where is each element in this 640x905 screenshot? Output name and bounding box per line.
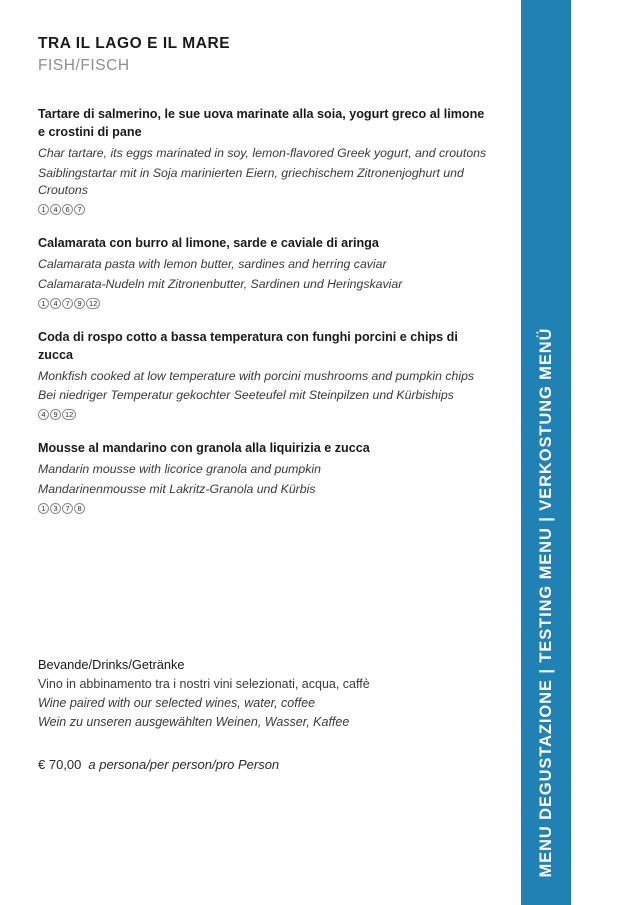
drinks-title: Bevande/Drinks/Getränke <box>38 657 185 672</box>
menu-header <box>38 34 230 76</box>
dish-name: Mousse al mandarino con granola alla liquirizia e zucca <box>38 441 370 456</box>
allergen-badge: 4 <box>50 204 61 215</box>
allergen-list <box>38 503 488 514</box>
allergen-badge: 12 <box>86 298 100 309</box>
dish-description-en: Monkfish cooked at low temperature with porcini mushrooms and pumpkin chips <box>38 368 475 383</box>
course-subtitle: FISH/FISCH <box>38 56 130 74</box>
dish-description-en: Char tartare, its eggs marinated in soy, lemon-flavored Greek yogurt, and croutons <box>38 145 487 160</box>
allergen-badge: 12 <box>62 409 76 420</box>
allergen-badge: 1 <box>38 298 49 309</box>
allergen-list <box>38 409 488 420</box>
dish-item <box>38 235 488 309</box>
dish-name: Calamarata con burro al limone, sarde e caviale di aringa <box>38 236 379 251</box>
allergen-badge: 8 <box>74 503 85 514</box>
allergen-badge: 4 <box>38 409 49 420</box>
price-value: € 70,00 <box>38 757 82 772</box>
allergen-badge: 1 <box>38 503 49 514</box>
allergen-badge: 3 <box>50 503 61 514</box>
dish-name: Tartare di salmerino, le sue uova marinate alla soia, yogurt greco al limone e crostini di pane <box>38 107 485 139</box>
allergen-badge: 4 <box>50 298 61 309</box>
menu-side-tab <box>521 0 571 905</box>
dish-list <box>38 106 488 514</box>
allergen-list <box>38 298 488 309</box>
allergen-badge: 7 <box>62 503 73 514</box>
dish-description-de: Mandarinenmousse mit Lakritz-Granola und Kürbis <box>38 481 316 496</box>
dish-name: Coda di rospo cotto a bassa temperatura con funghi porcini e chips di zucca <box>38 329 458 362</box>
allergen-badge: 9 <box>50 409 61 420</box>
side-tab-label: MENU DEGUSTAZIONE | TESTING MENU | VERKOSTUNG MENÜ <box>536 327 555 877</box>
allergen-badge: 9 <box>74 298 85 309</box>
page-title: TRA IL LAGO E IL MARE <box>38 35 231 52</box>
price-note: a persona/per person/pro Person <box>88 757 280 772</box>
allergen-badge: 7 <box>62 298 73 309</box>
drinks-block <box>38 655 488 732</box>
dish-description-de: Saiblingstartar mit in Soja marinierten Eiern, griechischem Zitronenjoghurt und Croutons <box>38 165 464 198</box>
dish-item <box>38 329 488 420</box>
dish-description-de: Calamarata-Nudeln mit Zitronenbutter, Sardinen und Heringskaviar <box>38 276 403 291</box>
dish-description-en: Mandarin mousse with licorice granola and pumpkin <box>38 462 321 477</box>
drinks-line-de: Wein zu unseren ausgewählten Weinen, Wasser, Kaffee <box>38 715 350 730</box>
dish-item <box>38 106 488 215</box>
allergen-list <box>38 204 488 215</box>
dish-description-en: Calamarata pasta with lemon butter, sardines and herring caviar <box>38 257 387 272</box>
drinks-line-it: Vino in abbinamento tra i nostri vini selezionati, acqua, caffè <box>38 677 370 692</box>
price-row <box>38 756 279 774</box>
drinks-line-en: Wine paired with our selected wines, water, coffee <box>38 696 316 711</box>
dish-item <box>38 440 488 514</box>
allergen-badge: 6 <box>62 204 73 215</box>
allergen-badge: 1 <box>38 204 49 215</box>
dish-description-de: Bei niedriger Temperatur gekochter Seeteufel mit Steinpilzen und Kürbiships <box>38 388 454 403</box>
allergen-badge: 7 <box>74 204 85 215</box>
